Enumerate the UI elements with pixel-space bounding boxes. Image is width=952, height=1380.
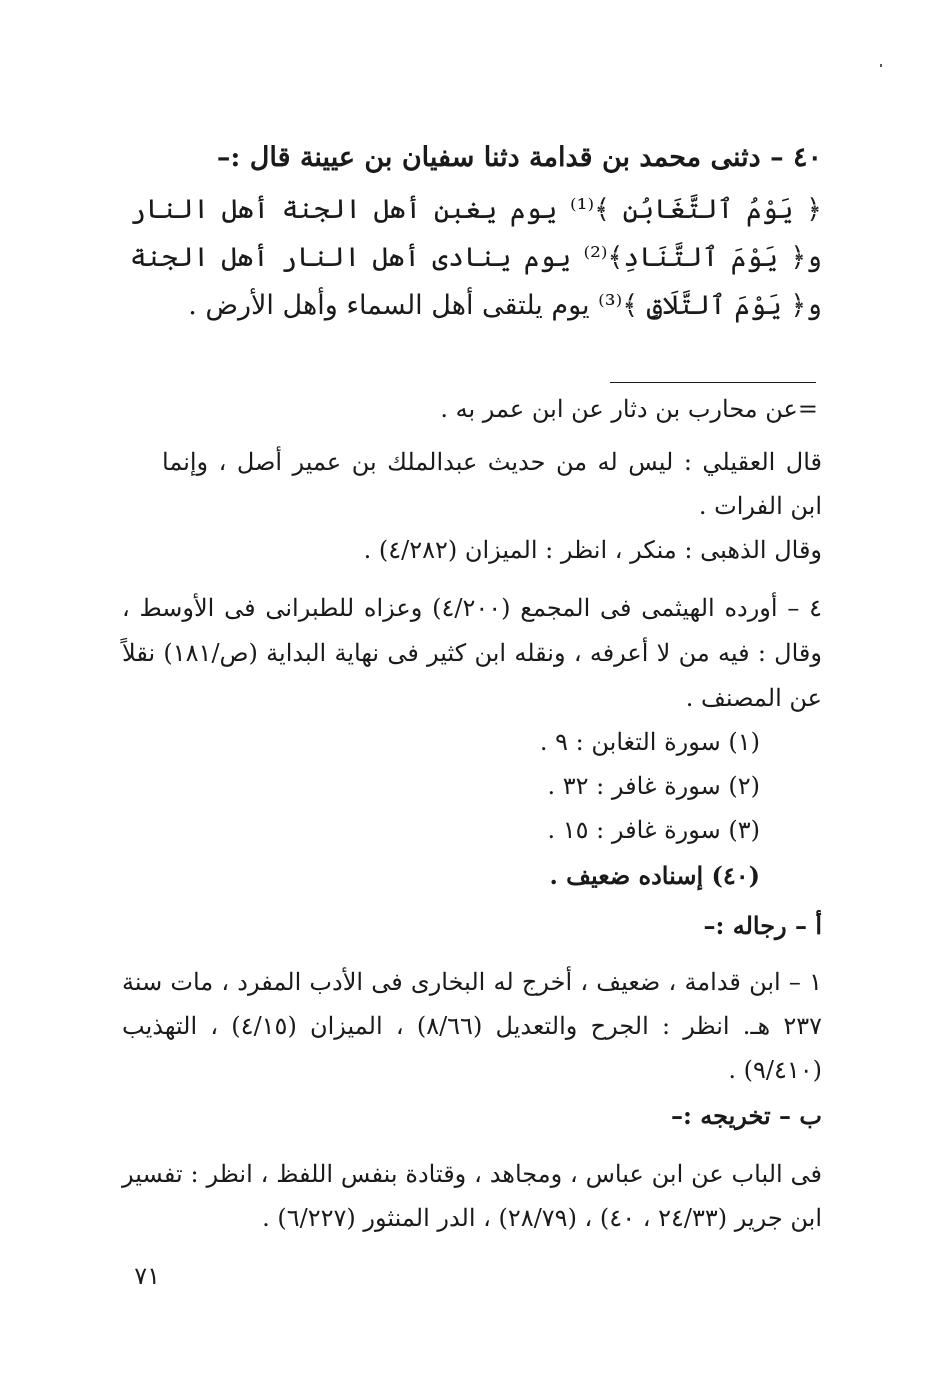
hadith-isnad-line: ٤٠ – دثنى محمد بن قدامة دثنا سفيان بن عيينة قال :– bbox=[216, 142, 822, 173]
takhrij-text: فى الباب عن ابن عباس ، ومجاهد ، وقتادة بنفس اللفظ ، انظر : تفسير ابن جرير (٢٤/٣٣ ، ٤٠) ، (٢٨/٧٩) ، الدر المنثور (٦/٢٢٧) . bbox=[122, 1160, 822, 1232]
grade-line bbox=[549, 862, 760, 891]
footnote-separator bbox=[610, 382, 816, 383]
footnote-1: (١) سورة التغابن : ٩ . bbox=[539, 728, 760, 756]
scan-speck bbox=[880, 64, 882, 67]
takhrij-heading: ب – تخريجه :– bbox=[671, 1101, 822, 1130]
grade-number: (٤٠) bbox=[711, 861, 760, 890]
note-aqili: قال العقيلي : ليس له من حديث عبدالملك بن عمير أصل ، وإنما ابن الفرات . bbox=[162, 448, 822, 520]
note-dhahabi: وقال الذهبى : منكر ، انظر : الميزان (٤/٢٨٢) . bbox=[363, 536, 822, 564]
footnote-2: (٢) سورة غافر : ٣٢ . bbox=[547, 772, 760, 800]
rijal-text: ١ – ابن قدامة ، ضعيف ، أخرج له البخارى فى الأدب المفرد ، مات سنة ٢٣٧ هـ. انظر : الجرح والتعديل (٨/٦٦) ، الميزان (٤/١٥) ، التهذيب (٩/٤١٠) . bbox=[122, 968, 822, 1084]
note-4: ٤ – أورده الهيثمى فى المجمع (٤/٢٠٠) وعزاه للطبرانى فى الأوسط ، وقال : فيه من لا أعرفه ، ونقله ابن كثير فى نهاية البداية (ص/١٨١) نقلاً عن المصنف . bbox=[122, 594, 823, 712]
rijal-heading: أ – رجاله :– bbox=[703, 911, 822, 940]
footnote-3: (٣) سورة غافر : ١٥ . bbox=[547, 816, 760, 844]
hadith-body: ﴿ يَوْمُ ٱلتَّغَابُنِ ﴾⁽¹⁾ يوم يغبن أهل الجنة أهل النار و﴿ يَوْمَ ٱلتَّنَادِ﴾⁽²⁾ يوم ينادى أهل النار أهل الجنة و﴿ يَوْمَ ٱلتَّلَاقِ ﴾⁽³⁾ يوم يلتقى أهل السماء وأهل الأرض . bbox=[130, 194, 822, 321]
page-number: ٧١ bbox=[134, 1262, 160, 1290]
grade-text: إسناده ضعيف . bbox=[549, 861, 704, 890]
note-continuation: =عن محارب بن دثار عن ابن عمر به . bbox=[440, 395, 818, 423]
